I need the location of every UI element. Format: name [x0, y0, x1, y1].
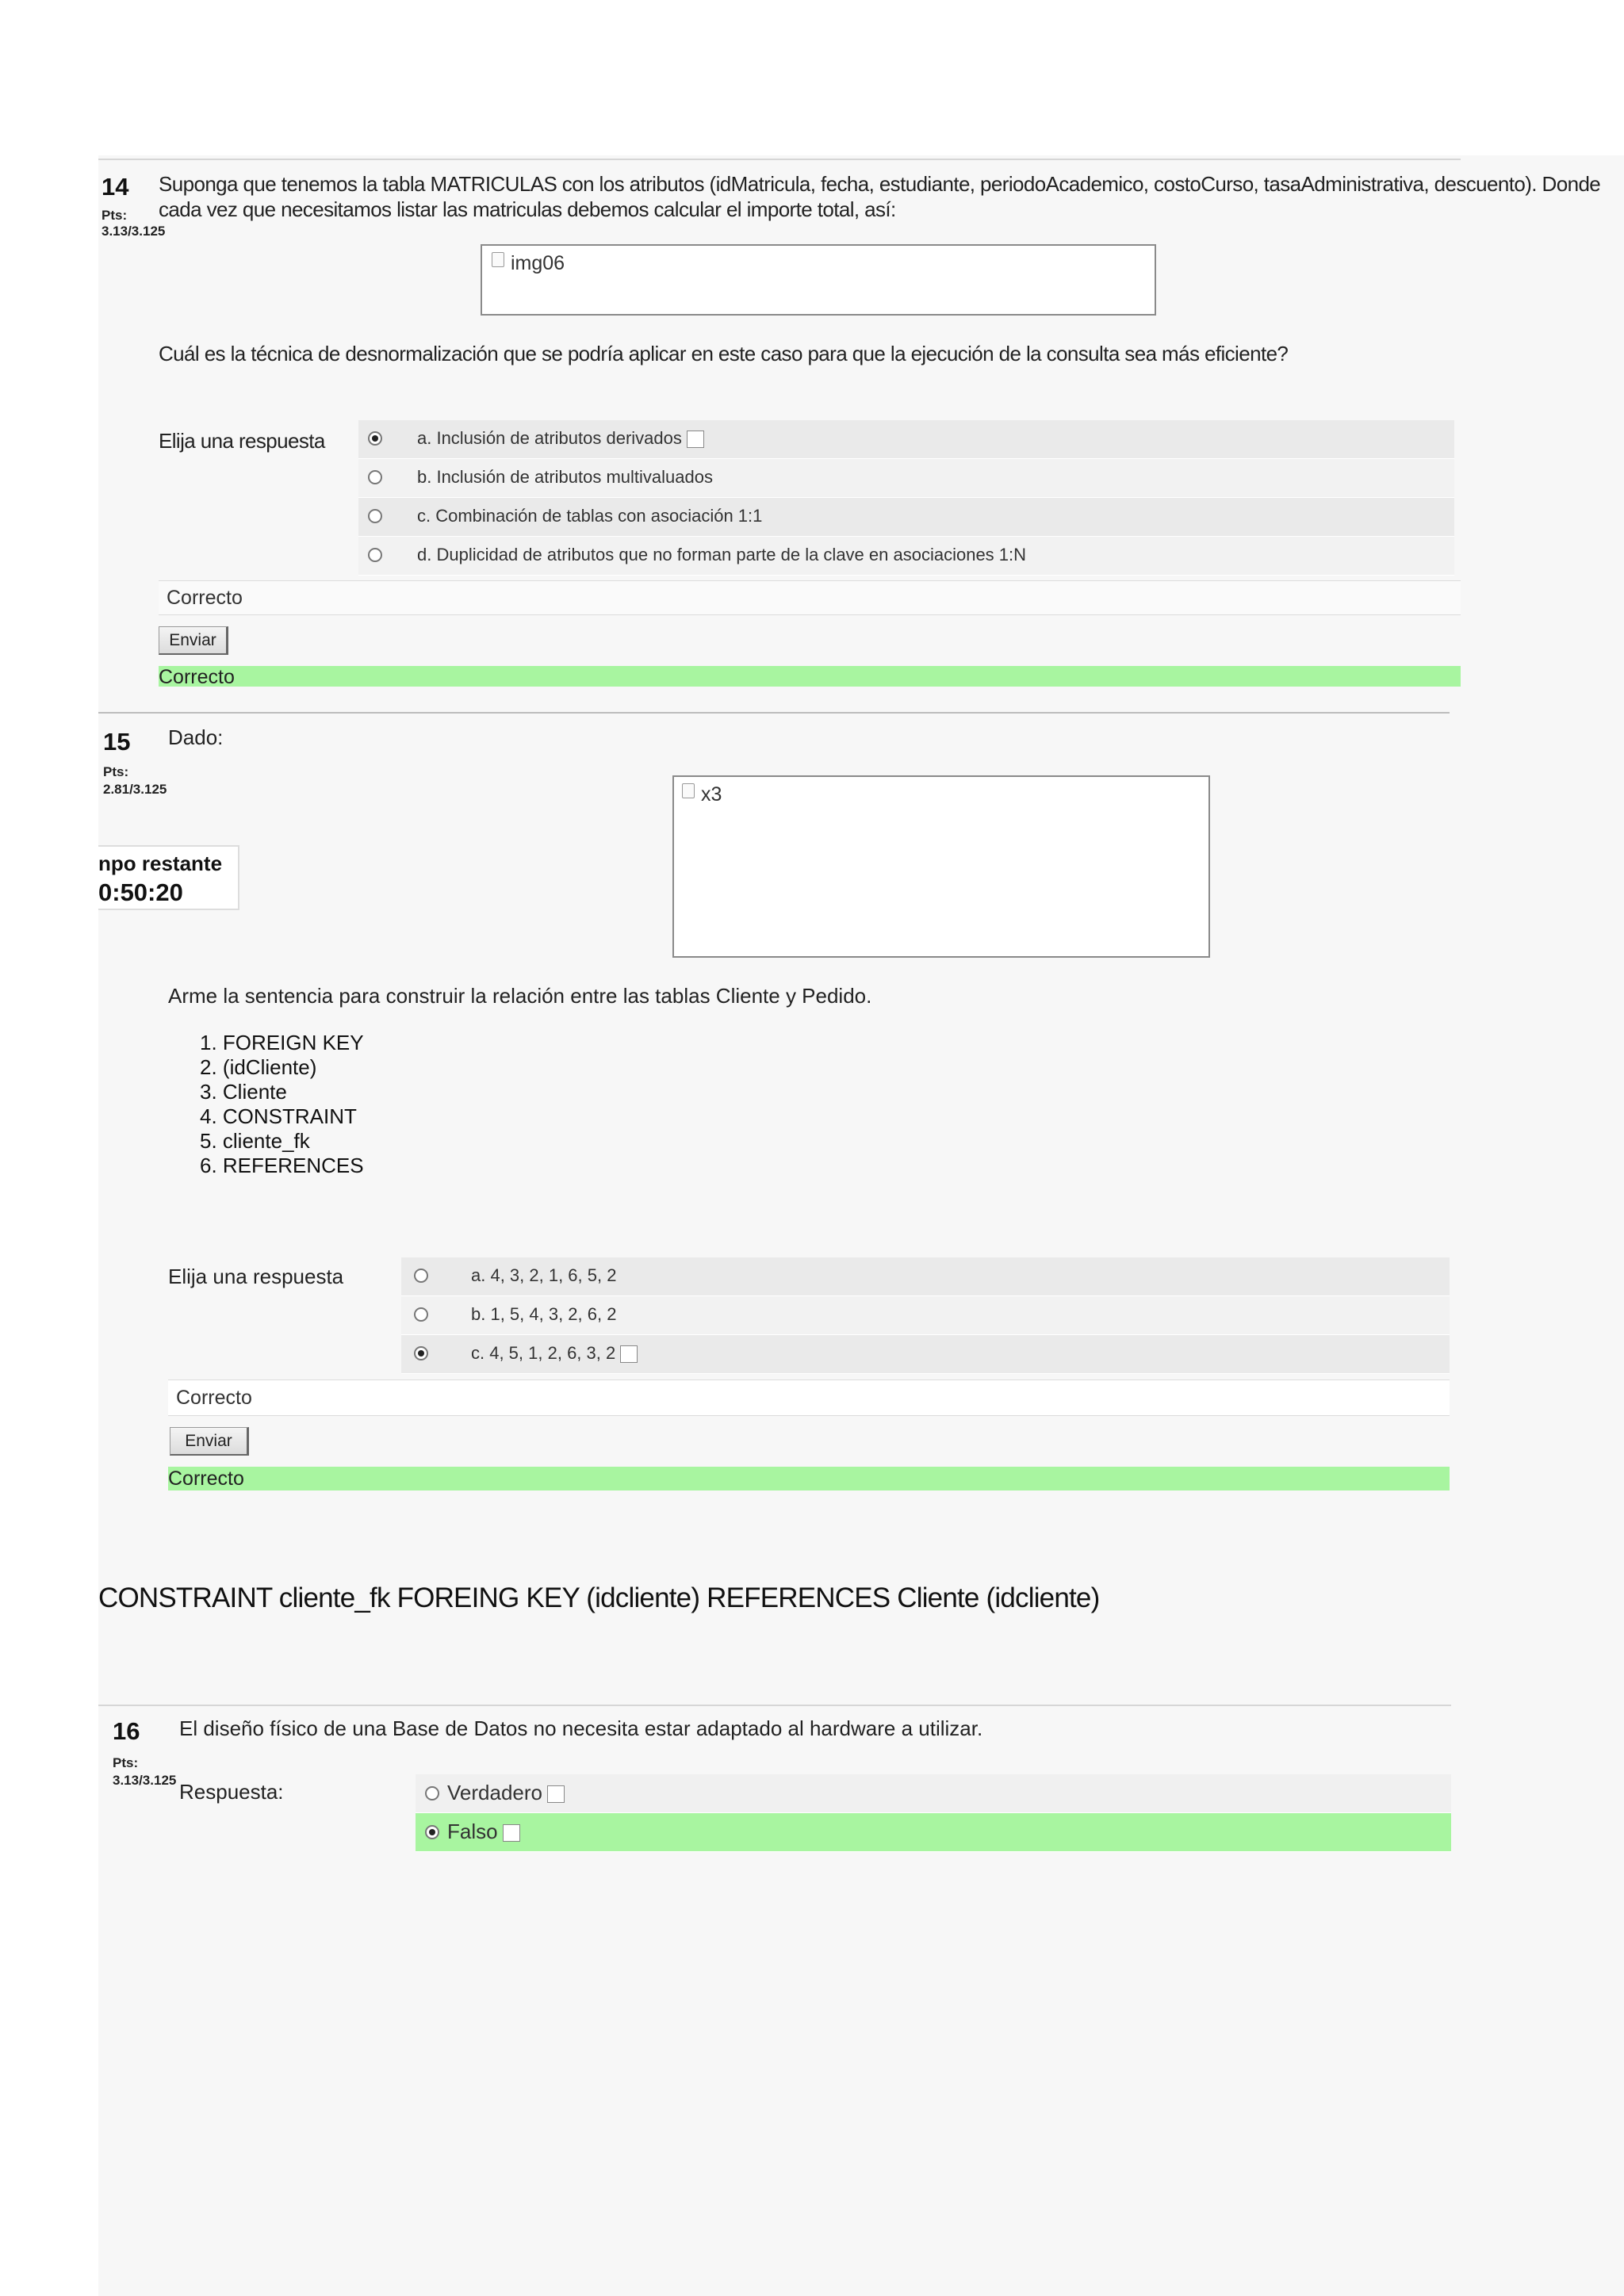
question-15-submit-button[interactable]: Enviar	[170, 1427, 249, 1456]
option-label: Falso	[447, 1820, 498, 1843]
question-14-feedback-correct: Correcto	[159, 666, 1461, 687]
list-item: 2. (idCliente)	[200, 1055, 317, 1079]
radio-button[interactable]	[368, 509, 382, 523]
question-15-feedback-correct: Correcto	[168, 1467, 1450, 1490]
question-14-option-b[interactable]	[358, 459, 1454, 498]
question-15-option-a[interactable]	[401, 1257, 1450, 1296]
question-15-options	[401, 1257, 1450, 1374]
option-label: d. Duplicidad de atributos que no forman parte de la clave en asociaciones 1:N	[417, 545, 1027, 564]
option-label: Verdadero	[447, 1781, 542, 1804]
option-label: a. 4, 3, 2, 1, 6, 5, 2	[471, 1265, 617, 1285]
question-16-option-false[interactable]	[416, 1813, 1451, 1852]
question-15-option-c[interactable]	[401, 1335, 1450, 1374]
question-15-answer-label: Elija una respuesta	[168, 1265, 344, 1288]
radio-button[interactable]	[368, 470, 382, 484]
feedback-icon	[547, 1785, 565, 1803]
question-16-answer-label: Respuesta:	[179, 1780, 284, 1804]
question-14-answer-label: Elija una respuesta	[159, 429, 325, 453]
question-15-intro: Dado:	[168, 725, 224, 749]
broken-image-icon	[492, 252, 504, 267]
radio-button[interactable]	[425, 1825, 439, 1839]
broken-image-icon	[682, 783, 695, 798]
time-remaining-label: npo restante	[98, 851, 223, 875]
question-15-points-label: Pts:	[103, 764, 129, 779]
question-14-status: Correcto	[159, 580, 1461, 615]
answer-note: CONSTRAINT cliente_fk FOREING KEY (idcliente) REFERENCES Cliente (idcliente)	[98, 1582, 1100, 1613]
feedback-icon	[503, 1824, 520, 1842]
question-14-text-line-2: cada vez que necesitamos listar las matriculas debemos calcular el importe total, así:	[159, 197, 896, 221]
list-item: 5. cliente_fk	[200, 1129, 310, 1153]
question-14-submit-button[interactable]: Enviar	[159, 626, 228, 655]
question-14-image-label: img06	[511, 252, 565, 274]
question-15-status: Correcto	[168, 1380, 1450, 1416]
feedback-icon	[620, 1345, 638, 1363]
question-14-options	[358, 420, 1454, 576]
option-label: b. Inclusión de atributos multivaluados	[417, 467, 713, 487]
question-14-top-divider	[98, 159, 1461, 160]
question-14-text-line-1: Suponga que tenemos la tabla MATRICULAS con los atributos (idMatricula, fecha, estudiante, periodoAcademico, costoCurso, tasaAdministrativa, descuento). Donde	[159, 172, 1601, 196]
radio-button[interactable]	[368, 548, 382, 562]
list-item: 4. CONSTRAINT	[200, 1104, 357, 1128]
option-label: c. Combinación de tablas con asociación 1:1	[417, 506, 763, 526]
radio-button[interactable]	[414, 1307, 428, 1322]
radio-button[interactable]	[414, 1346, 428, 1360]
question-14-points-value: 3.13/3.125	[102, 224, 166, 239]
question-14-number: 14	[102, 173, 129, 201]
time-remaining-widget	[98, 845, 239, 910]
question-16-option-true[interactable]	[416, 1774, 1451, 1813]
question-14-option-c[interactable]	[358, 498, 1454, 537]
question-14-option-d[interactable]	[358, 537, 1454, 576]
option-label: a. Inclusión de atributos derivados	[417, 428, 682, 448]
radio-button[interactable]	[414, 1269, 428, 1283]
list-item: 6. REFERENCES	[200, 1154, 364, 1177]
question-16-points-label: Pts:	[113, 1755, 139, 1770]
question-15-prompt: Arme la sentencia para construir la relación entre las tablas Cliente y Pedido.	[168, 984, 872, 1008]
question-14-image-placeholder	[481, 244, 1156, 316]
radio-button[interactable]	[425, 1786, 439, 1800]
question-15-number: 15	[103, 728, 131, 756]
radio-button[interactable]	[368, 431, 382, 446]
question-15-option-b[interactable]	[401, 1296, 1450, 1335]
question-16-options	[416, 1774, 1451, 1852]
question-15-image-label: x3	[701, 783, 722, 806]
question-16-points-value: 3.13/3.125	[113, 1773, 177, 1788]
question-16-top-divider	[98, 1705, 1451, 1706]
question-16-prompt: El diseño físico de una Base de Datos no necesita estar adaptado al hardware a utilizar.	[179, 1716, 983, 1740]
option-label: b. 1, 5, 4, 3, 2, 6, 2	[471, 1304, 617, 1324]
question-14-prompt: Cuál es la técnica de desnormalización que se podría aplicar en este caso para que la ejecución de la consulta sea más eficiente?	[159, 342, 1289, 365]
option-label: c. 4, 5, 1, 2, 6, 3, 2	[471, 1343, 616, 1363]
question-15-item-list	[200, 1031, 364, 1178]
question-15-image-placeholder	[672, 775, 1210, 958]
question-15-points-value: 2.81/3.125	[103, 782, 167, 797]
list-item: 1. FOREIGN KEY	[200, 1031, 364, 1054]
question-16-number: 16	[113, 1717, 140, 1745]
time-remaining-value: 0:50:20	[98, 878, 183, 906]
question-14-points-label: Pts:	[102, 208, 128, 223]
feedback-icon	[687, 430, 704, 448]
question-14-option-a[interactable]	[358, 420, 1454, 459]
list-item: 3. Cliente	[200, 1080, 287, 1104]
question-separator	[98, 712, 1450, 714]
